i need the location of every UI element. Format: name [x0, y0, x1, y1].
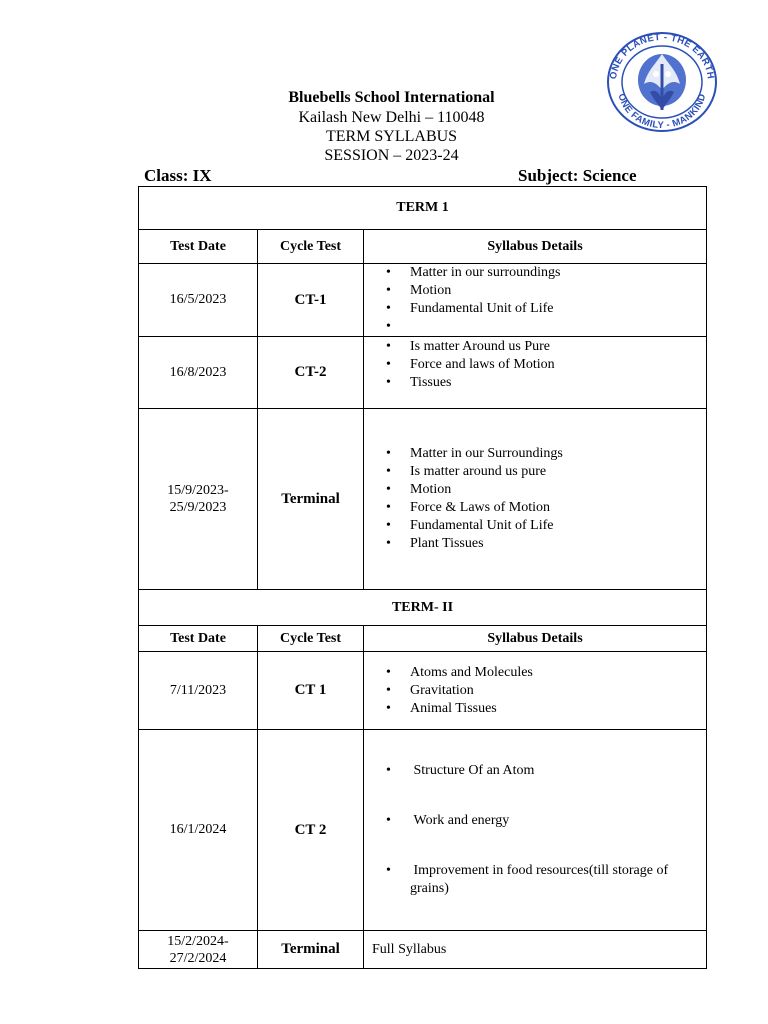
column-header-cycle: Cycle Test — [258, 230, 364, 264]
list-item: • Fundamental Unit of Life — [410, 300, 698, 318]
table-row — [139, 730, 707, 931]
list-item: • Structure Of an Atom — [410, 762, 698, 780]
cycle-test: CT 1 — [258, 652, 364, 730]
test-date: 16/1/2024 — [139, 730, 258, 931]
list-item: • Tissues — [410, 374, 698, 392]
cycle-test: Terminal — [258, 409, 364, 590]
syllabus-details — [364, 652, 707, 730]
document-title: TERM SYLLABUS — [325, 128, 458, 145]
school-name: Bluebells School International — [288, 89, 495, 106]
table-row — [139, 264, 707, 337]
school-logo — [604, 30, 720, 134]
class-label: Class: IX — [144, 166, 212, 185]
test-date: 15/9/2023- 25/9/2023 — [139, 409, 258, 590]
list-item: • Matter in our Surroundings — [410, 445, 698, 463]
syllabus-details — [364, 409, 707, 590]
table-row — [139, 337, 707, 409]
list-item: • Plant Tissues — [410, 535, 698, 553]
syllabus-details — [364, 337, 707, 409]
logo-text-bottom: ONE FAMILY - MANKIND — [615, 92, 709, 132]
list-item: • Animal Tissues — [410, 700, 698, 718]
list-item: • Motion — [410, 481, 698, 499]
term1-title: TERM 1 — [139, 187, 707, 230]
table-header-row — [139, 626, 707, 652]
test-date: 16/8/2023 — [139, 337, 258, 409]
logo-text-top: ONE PLANET - THE EARTH — [607, 31, 716, 80]
column-header-details: Syllabus Details — [364, 230, 707, 264]
full-syllabus-text: Full Syllabus — [372, 941, 447, 957]
table-row — [139, 409, 707, 590]
list-item: • Force & Laws of Motion — [410, 499, 698, 517]
subject-label: Subject: Science — [518, 166, 637, 185]
list-item: • Is matter Around us Pure — [410, 338, 698, 356]
column-header-date: Test Date — [139, 230, 258, 264]
test-date: 7/11/2023 — [139, 652, 258, 730]
test-date: 15/2/2024- 27/2/2024 — [139, 931, 258, 969]
cycle-test: CT 2 — [258, 730, 364, 931]
list-item: • Improvement in food resources(till storage of grains) — [410, 862, 698, 898]
globe-emblem-icon — [604, 30, 720, 134]
syllabus-details — [364, 264, 707, 337]
cycle-test: Terminal — [258, 931, 364, 969]
column-header-details: Syllabus Details — [364, 626, 707, 652]
school-address: Kailash New Delhi – 110048 — [298, 109, 485, 126]
list-item: • Work and energy — [410, 812, 698, 830]
list-item: • Atoms and Molecules — [410, 664, 698, 682]
list-item: • Gravitation — [410, 682, 698, 700]
session-label: SESSION – 2023-24 — [324, 147, 459, 164]
syllabus-details — [364, 931, 707, 969]
list-item — [410, 318, 698, 336]
list-item: • Motion — [410, 282, 698, 300]
syllabus-details — [364, 730, 707, 931]
term2-title-row — [139, 590, 707, 626]
column-header-cycle: Cycle Test — [258, 626, 364, 652]
column-header-date: Test Date — [139, 626, 258, 652]
term1-title-row — [139, 187, 707, 230]
table-header-row — [139, 230, 707, 264]
cycle-test: CT-2 — [258, 337, 364, 409]
list-item: • Fundamental Unit of Life — [410, 517, 698, 535]
list-item: • Matter in our surroundings — [410, 264, 698, 282]
cycle-test: CT-1 — [258, 264, 364, 337]
term2-title: TERM- II — [139, 590, 707, 626]
list-item: • Force and laws of Motion — [410, 356, 698, 374]
table-row — [139, 652, 707, 730]
list-item: • Is matter around us pure — [410, 463, 698, 481]
test-date: 16/5/2023 — [139, 264, 258, 337]
syllabus-table — [138, 186, 707, 969]
table-row — [139, 931, 707, 969]
